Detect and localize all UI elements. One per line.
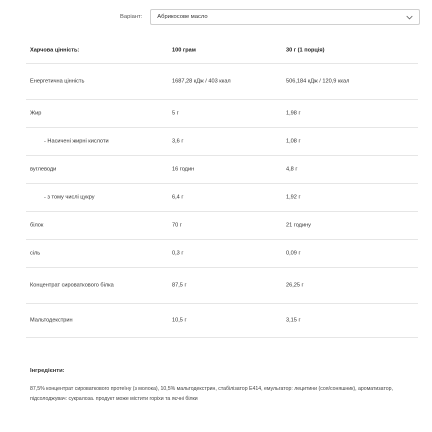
nutrient-name: Концентрат сироваткового білка	[30, 282, 114, 288]
value-per-100g: 1687,28 кДж / 403 ккал	[172, 78, 231, 84]
table-row	[26, 268, 418, 304]
chevron-down-icon	[406, 14, 413, 21]
value-per-serving: 26,25 г	[286, 282, 304, 288]
ingredients-title: Інгредієнти:	[30, 368, 65, 374]
variant-label: Варіант:	[120, 14, 143, 20]
value-per-serving: 4,8 г	[286, 166, 298, 172]
nutrition-table	[26, 38, 418, 338]
value-per-100g: 10,5 г	[172, 317, 187, 323]
table-row	[26, 184, 418, 212]
value-per-serving: 1,08 г	[286, 138, 301, 144]
value-per-serving: 21 годину	[286, 222, 311, 228]
nutrient-name: Мальтодекстрин	[30, 317, 73, 323]
value-per-serving: 506,184 кДж / 120,9 ккал	[286, 78, 350, 84]
table-header-row	[26, 38, 418, 64]
table-row	[26, 240, 418, 268]
value-per-serving: 1,98 г	[286, 110, 301, 116]
variant-dropdown[interactable]	[150, 9, 420, 25]
value-per-serving: 3,15 г	[286, 317, 301, 323]
table-row	[26, 212, 418, 240]
nutrient-name: сіль	[30, 250, 41, 256]
nutrient-name: білок	[30, 222, 44, 228]
nutrient-name: - з тому числі цукру	[44, 194, 95, 200]
value-per-100g: 70 г	[172, 222, 182, 228]
table-row	[26, 64, 418, 100]
value-per-serving: 0,09 г	[286, 250, 301, 256]
variant-selected-value: Абрикосове масло	[157, 14, 208, 20]
value-per-100g: 5 г	[172, 110, 179, 116]
table-row	[26, 304, 418, 338]
nutrient-name: Жир	[30, 110, 42, 116]
table-row	[26, 100, 418, 128]
header-nutrition: Харчова цінність:	[30, 47, 80, 53]
value-per-serving: 1,92 г	[286, 194, 301, 200]
table-row	[26, 156, 418, 184]
value-per-100g: 6,4 г	[172, 194, 184, 200]
header-per-100g: 100 грам	[172, 47, 196, 53]
nutrient-name: - Насичені жирні кислоти	[44, 138, 109, 144]
nutrient-name: вуглеводи	[30, 166, 57, 172]
value-per-100g: 3,6 г	[172, 138, 184, 144]
table-row	[26, 128, 418, 156]
header-per-serving: 30 г (1 порція)	[286, 47, 325, 53]
nutrient-name: Енергетична цінність	[30, 78, 85, 84]
value-per-100g: 16 годин	[172, 166, 195, 172]
value-per-100g: 87,5 г	[172, 282, 187, 288]
ingredients-text: 87,5% концентрат сироваткового протеїну (з молока), 10,5% мальтодекстрин, стабілізатор E414, емульгатор: лецитини (соя/соняшник), ароматизатор, підсолоджувач: сукралоза. продукт може містити горіхи та яєчні білки	[30, 386, 393, 402]
variant-selector	[120, 8, 420, 26]
value-per-100g: 0,3 г	[172, 250, 184, 256]
